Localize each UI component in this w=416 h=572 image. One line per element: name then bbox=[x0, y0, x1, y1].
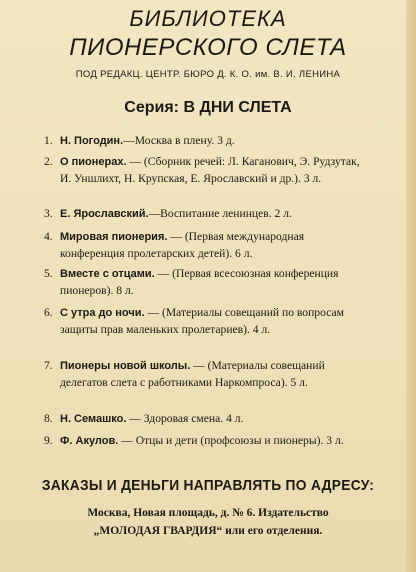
item-author: С утра до ночи. bbox=[60, 307, 145, 319]
library-title: БИБЛИОТЕКА bbox=[129, 6, 287, 31]
item-description: —Воспитание ленинцев. 2 л. bbox=[148, 207, 292, 220]
list-item: 6. С утра до ночи. — (Материалы совещаний по вопросам защиты прав маленьких пролетариев). 4 л. bbox=[44, 306, 344, 336]
item-description: — (Первая всесоюзная конференция пионеров). 8 л. bbox=[60, 267, 339, 297]
item-author: Пионеры новой школы. bbox=[60, 360, 191, 372]
address-line: Москва, Новая площадь, д. № 6. Издательство bbox=[87, 507, 329, 519]
orders-heading: ЗАКАЗЫ И ДЕНЬГИ НАПРАВЛЯТЬ ПО АДРЕСУ: bbox=[41, 477, 375, 494]
list-item: 1. Н. Погодин.—Москва в плену. 3 д. bbox=[44, 134, 235, 147]
editorial-line: ПОД РЕДАКЦ. ЦЕНТР. БЮРО Д. К. О. им. В. И. ЛЕНИНА bbox=[75, 69, 341, 80]
item-author: Мировая пионерия. bbox=[60, 231, 168, 243]
list-item: 7. Пионеры новой школы. — (Материалы совещаний делегатов слета с работниками Наркомпроса). 5 л. bbox=[44, 359, 325, 389]
list-item: 3. Е. Ярославский.—Воспитание ленинцев. 2 л. bbox=[44, 207, 292, 220]
item-author: О пионерах. bbox=[60, 156, 127, 168]
item-author: Н. Погодин. bbox=[60, 135, 124, 147]
publisher-line: „МОЛОДАЯ ГВАРДИЯ“ или его отделения. bbox=[93, 525, 323, 537]
item-description: — Отцы и дети (профсоюзы и пионеры). 3 л. bbox=[118, 434, 344, 447]
item-author: Ф. Акулов. bbox=[60, 435, 119, 447]
list-item: 8. Н. Семашко. — Здоровая смена. 4 л. bbox=[44, 412, 244, 425]
item-author: Н. Семашко. bbox=[60, 413, 127, 425]
item-author: Е. Ярославский. bbox=[60, 208, 149, 220]
list-item: 2. О пионерах. — (Сборник речей: Л. Каганович, Э. Рудзутак, И. Уншлихт, Н. Крупская, Е. Ярославский и др.). 3 л. bbox=[44, 155, 360, 185]
list-item: 5. Вместе с отцами. — (Первая всесоюзная конференция пионеров). 8 л. bbox=[44, 267, 339, 297]
list-item: 4. Мировая пионерия. — (Первая международная конференция пролетарских детей). 6 л. bbox=[44, 230, 305, 260]
library-subtitle: ПИОНЕРСКОГО СЛЕТА bbox=[69, 34, 347, 61]
list-item: 9. Ф. Акулов. — Отцы и дети (профсоюзы и пионеры). 3 л. bbox=[44, 434, 344, 447]
item-description: — Здоровая смена. 4 л. bbox=[126, 412, 244, 425]
item-description: — (Материалы совещаний по вопросам защиты прав маленьких пролетариев). 4 л. bbox=[60, 306, 344, 336]
item-description: — (Сборник речей: Л. Каганович, Э. Рудзутак, И. Уншлихт, Н. Крупская, Е. Ярославский и др.). 3 л. bbox=[60, 155, 360, 185]
item-description: — (Материалы совещаний делегатов слета с работниками Наркомпроса). 5 л. bbox=[60, 359, 325, 389]
item-author: Вместе с отцами. bbox=[60, 268, 155, 280]
item-description: — (Первая международная конференция пролетарских детей). 6 л. bbox=[60, 230, 305, 260]
series-heading: Серия: В ДНИ СЛЕТА bbox=[124, 99, 292, 116]
item-description: —Москва в плену. 3 д. bbox=[123, 134, 235, 147]
page-edge bbox=[406, 0, 416, 572]
